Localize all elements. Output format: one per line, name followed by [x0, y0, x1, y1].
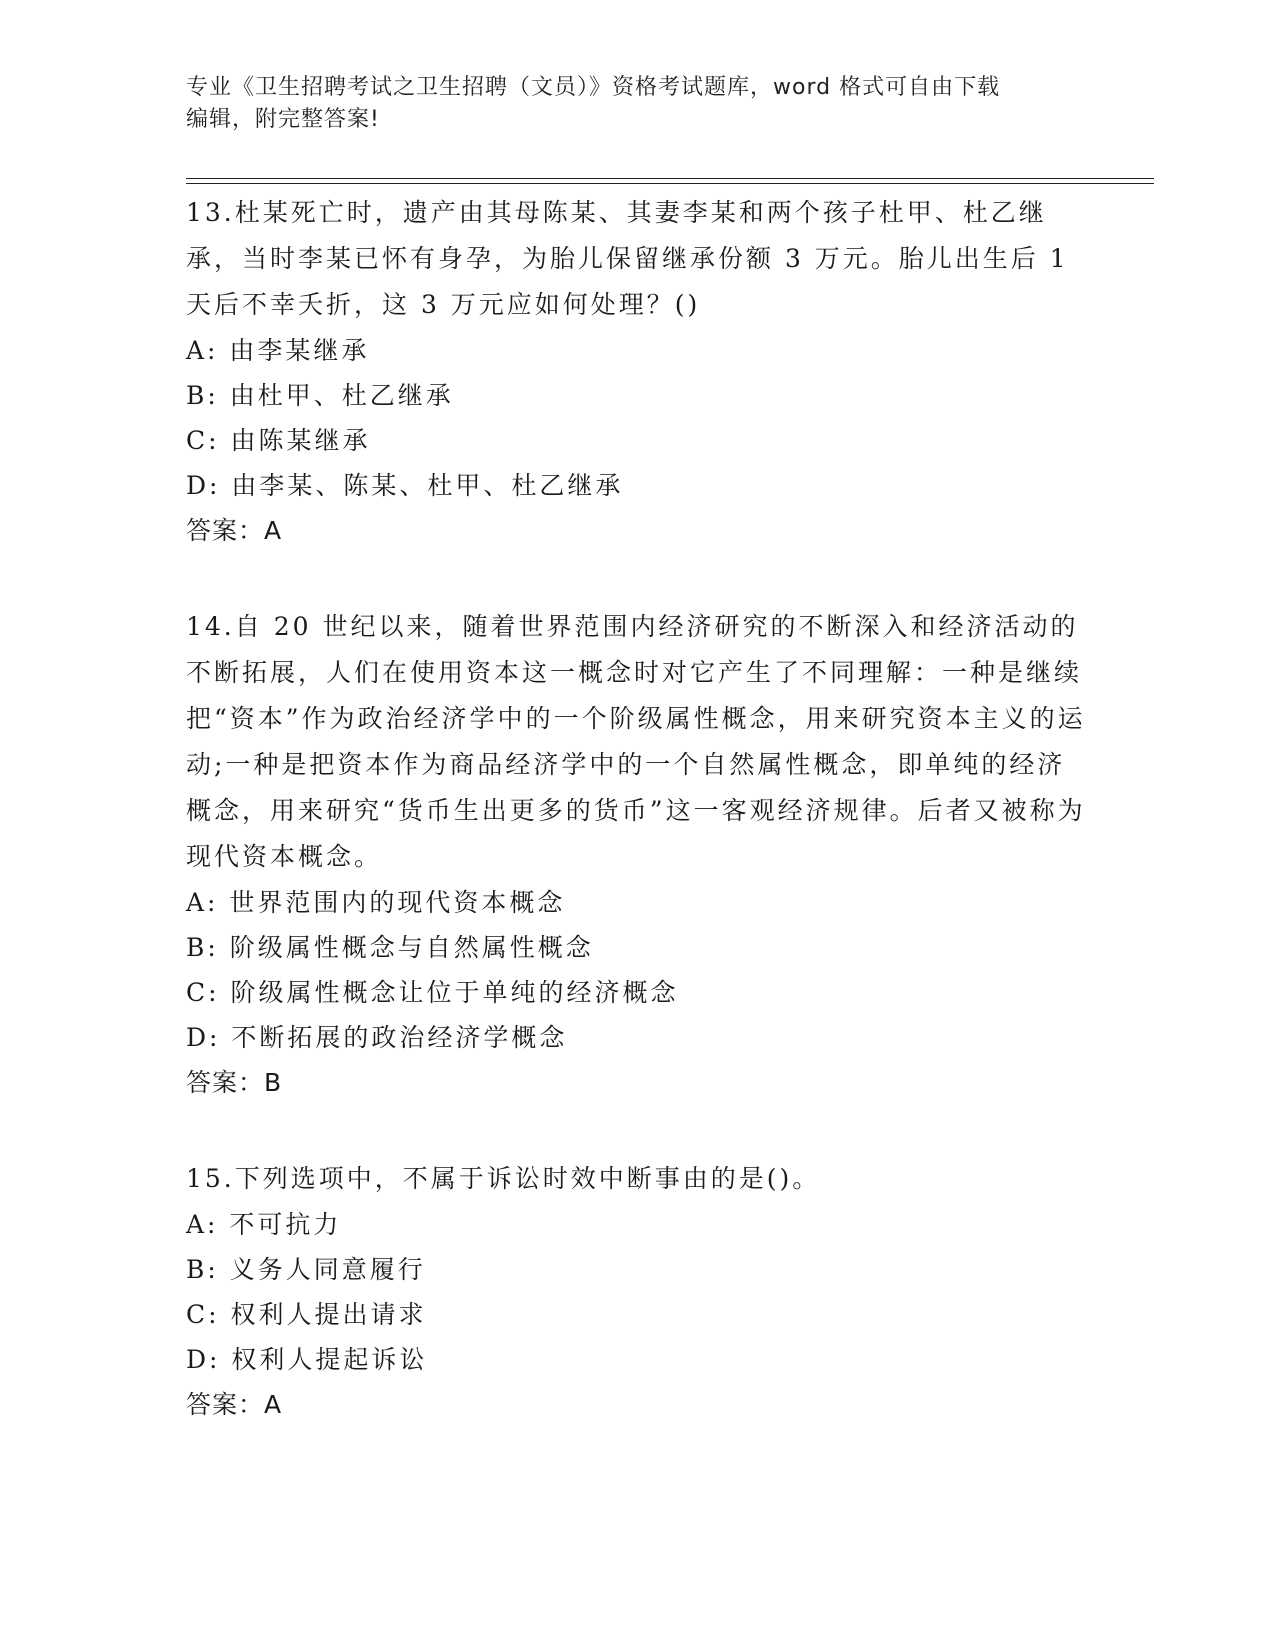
- option-b: B: 阶级属性概念与自然属性概念: [186, 933, 594, 962]
- question-stem: 13.杜某死亡时，遗产由其母陈某、其妻李某和两个孩子杜甲、杜乙继承，当时李某已怀有身孕，为胎儿保留继承份额 3 万元。胎儿出生后 1 天后不幸夭折，这 3 万元应如何处理？(): [186, 198, 1069, 319]
- option-d: D: 不断拓展的政治经济学概念: [186, 1023, 568, 1052]
- option-d: D: 由李某、陈某、杜甲、杜乙继承: [186, 471, 624, 500]
- question-15: [186, 1156, 1086, 1428]
- header-line-2: 编辑，附完整答案!: [186, 107, 380, 132]
- option-c: C: 权利人提出请求: [186, 1300, 427, 1329]
- option-b: B: 由杜甲、杜乙继承: [186, 381, 454, 410]
- answer: 答案：A: [186, 1390, 283, 1419]
- question-stem: 15.下列选项中，不属于诉讼时效中断事由的是()。: [186, 1164, 821, 1193]
- header-divider: [186, 178, 1154, 184]
- question-14: [186, 604, 1086, 1106]
- answer: 答案：B: [186, 1068, 283, 1097]
- header-line-1: 专业《卫生招聘考试之卫生招聘（文员）》资格考试题库，word 格式可自由下载: [186, 75, 1001, 100]
- option-a: A: 世界范围内的现代资本概念: [186, 888, 566, 917]
- question-stem: 14.自 20 世纪以来，随着世界范围内经济研究的不断深入和经济活动的不断拓展，人们在使用资本这一概念时对它产生了不同理解：一种是继续把“资本”作为政治经济学中的一个阶级属性概念，用来研究资本主义的运动;一种是把资本作为商品经济学中的一个自然属性概念，即单纯的经济概念，用来研究“货币生出更多的货币”这一客观经济规律。后者又被称为现代资本概念。: [186, 612, 1086, 871]
- question-list: [186, 190, 1086, 1478]
- option-c: C: 阶级属性概念让位于单纯的经济概念: [186, 978, 679, 1007]
- option-d: D: 权利人提起诉讼: [186, 1345, 428, 1374]
- answer: 答案：A: [186, 516, 283, 545]
- option-a: A: 由李某继承: [186, 336, 370, 365]
- question-13: [186, 190, 1086, 554]
- document-header: [186, 72, 1086, 136]
- option-a: A: 不可抗力: [186, 1210, 342, 1239]
- option-b: B: 义务人同意履行: [186, 1255, 426, 1284]
- option-c: C: 由陈某继承: [186, 426, 371, 455]
